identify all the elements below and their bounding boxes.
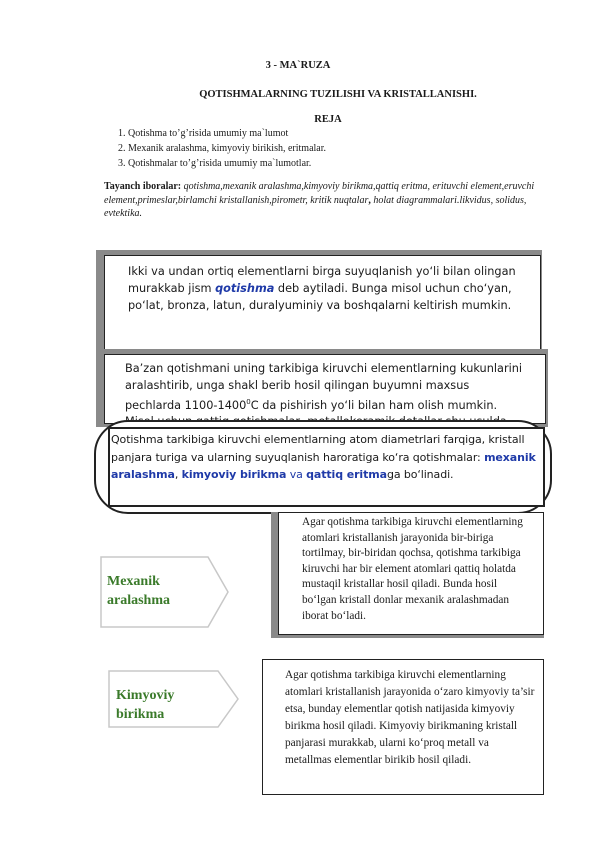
powder-text-end: C da pishirish yo‘li bilan ham olish mumkin. [250, 398, 498, 412]
classification-text-start: Qotishma tarkibiga kiruvchi elementlarning atom diametrlari farqiga, kristall panjara turiga va ularning suyuqlanish haroratiga ko‘ra qotishmalar: [111, 433, 525, 464]
powder-text-start: Ba’zan qotishmani uning tarkibiga kiruvchi elementlarning kukunlarini aralashtirib, unga shakl berib hosil qilingan buyumni maxsus pechlarda 1100-1400 [125, 362, 523, 412]
page-title: QOTISHMALARNING TUZILISHI VA KRISTALLANISHI. [199, 89, 477, 100]
plan-item: 1. Qotishma to’g’risida umumiy ma`lumot [118, 128, 289, 139]
mexanik-label-line: Mexanik [107, 574, 160, 589]
plan-item: 3. Qotishmalar to’g’risida umumiy ma`lumotlar. [118, 158, 312, 169]
plan-item: 2. Mexanik aralashma, kimyoviy birikish, eritmalar. [118, 143, 327, 154]
classification-text [111, 431, 543, 484]
powder-method-text [125, 361, 525, 424]
degree-sup: 0 [246, 398, 251, 406]
plan-title: REJA [314, 114, 342, 125]
term-qattiq-eritma: qattiq eritma [306, 468, 387, 481]
kimyoviy-label [116, 686, 174, 724]
mexanik-label [107, 572, 170, 610]
keywords-text: qotishma,mexanik aralashma,kimyoviy birikma,qattiq eritma, erituvchi element,eruvchi element,primeslar,birlamchi kristallanish,pirometr, kritik nuqtalar [104, 181, 535, 206]
lecture-number: 3 - MA`RUZA [265, 60, 331, 71]
definition-text [128, 263, 528, 314]
kimyoviy-description-box [262, 659, 544, 795]
keywords-paragraph [104, 180, 539, 221]
separator: va [286, 468, 307, 481]
kimyoviy-label-line: birikma [116, 707, 165, 722]
powder-method-box [104, 354, 546, 424]
keywords-comma: , [368, 194, 371, 206]
definition-text-end: deb aytiladi. Bunga misol uchun cho‘yan, po‘lat, bronza, latun, duralyuminiy va boshqalarni keltirish mumkin. [128, 282, 512, 312]
plan-list [118, 126, 326, 171]
mexanik-label-line: aralashma [107, 593, 170, 608]
classification-text-end: ga bo‘linadi. [386, 468, 454, 481]
mexanik-description-box [278, 512, 544, 635]
separator: , [174, 468, 182, 481]
kimyoviy-label-line: Kimyoviy [116, 688, 175, 703]
definition-text-start: Ikki va undan ortiq elementlarni birga suyuqlanish yo‘li bilan olingan murakkab jism [128, 265, 516, 295]
kimyoviy-description: Agar qotishma tarkibiga kiruvchi elementlarning atomlari kristallanish jarayonida o‘zaro kimyoviy ta’sir etsa, bunday elementlar qotish natijasida kimyoviy birikma hosil qiladi. Kimyoviy birikmaning kristall panjarasi murakkab, ularni ko‘proq metall va metallmas elementlar birikib hosil qiladi. [285, 669, 535, 766]
term-kimyoviy-birikma: kimyoviy birikma [181, 468, 287, 481]
mexanik-description: Agar qotishma tarkibiga kiruvchi elementlarning atomlari kristallanish jarayonida bir-biriga tortilmay, bir-biridan qochsa, qotishma tarkibiga kiruvchi har bir element atomlari qattiq holatda mustaqil kristallar hosil qiladi. Bunda hosil bo‘lgan kristall donlar mexanik aralashmadan iborat bo‘ladi. [302, 516, 523, 622]
keywords-text-continued: holat diagrammalari.likvidus, solidus, evtektika. [104, 194, 527, 219]
term-qotishma: qotishma [215, 282, 275, 295]
term-mexanik-aralashma: mexanik aralashma [111, 450, 536, 481]
keywords-label: Tayanch iboralar: [104, 181, 182, 192]
